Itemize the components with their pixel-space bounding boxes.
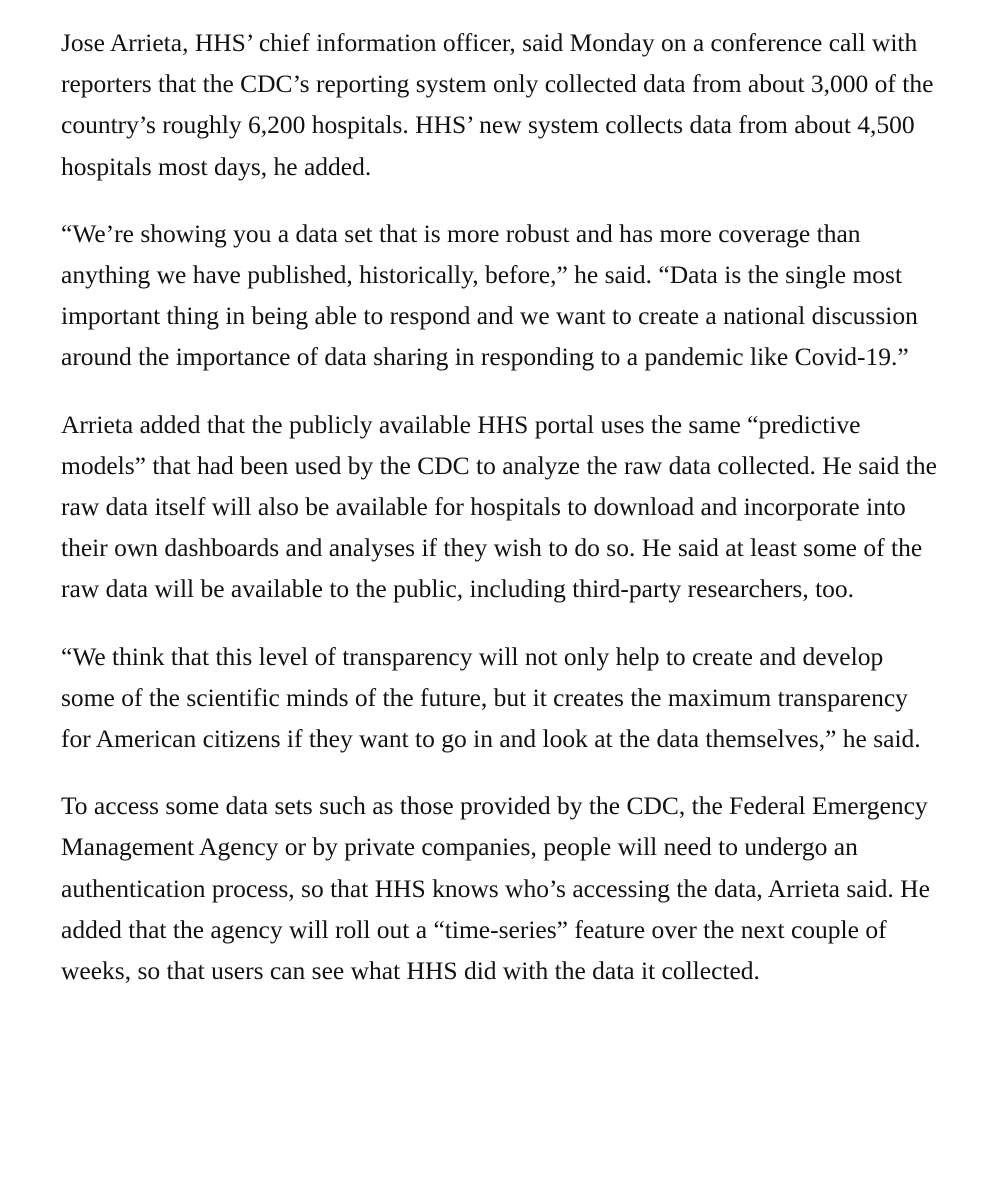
article-body — [61, 22, 941, 991]
article-paragraph: Arrieta added that the publicly available HHS portal uses the same “predictive models” that had been used by the CDC to analyze the raw data collected. He said the raw data itself will also be available for hospitals to download and incorporate into their own dashboards and analyses if they wish to do so. He said at least some of the raw data will be available to the public, including third-party researchers, too. — [61, 409, 937, 604]
article-paragraph: “We think that this level of transparency will not only help to create and develop some of the scientific minds of the future, but it creates the maximum transparency for American citizens if they want to go in and look at the data themselves,” he said. — [61, 641, 921, 754]
article-paragraph: Jose Arrieta, HHS’ chief information officer, said Monday on a conference call with reporters that the CDC’s reporting system only collected data from about 3,000 of the country’s roughly 6,200 hospitals. HHS’ new system collects data from about 4,500 hospitals most days, he added. — [61, 28, 934, 181]
article-paragraph: “We’re showing you a data set that is more robust and has more coverage than anything we have published, historically, before,” he said. “Data is the single most important thing in being able to respond and we want to create a national discussion around the importance of data sharing in responding to a pandemic like Covid-19.” — [61, 218, 918, 372]
article-paragraph: To access some data sets such as those provided by the CDC, the Federal Emergency Management Agency or by private companies, people will need to undergo an authentication process, so that HHS knows who’s accessing the data, Arrieta said. He added that the agency will roll out a “time-series” feature over the next couple of weeks, so that users can see what HHS did with the data it collected. — [61, 791, 930, 986]
